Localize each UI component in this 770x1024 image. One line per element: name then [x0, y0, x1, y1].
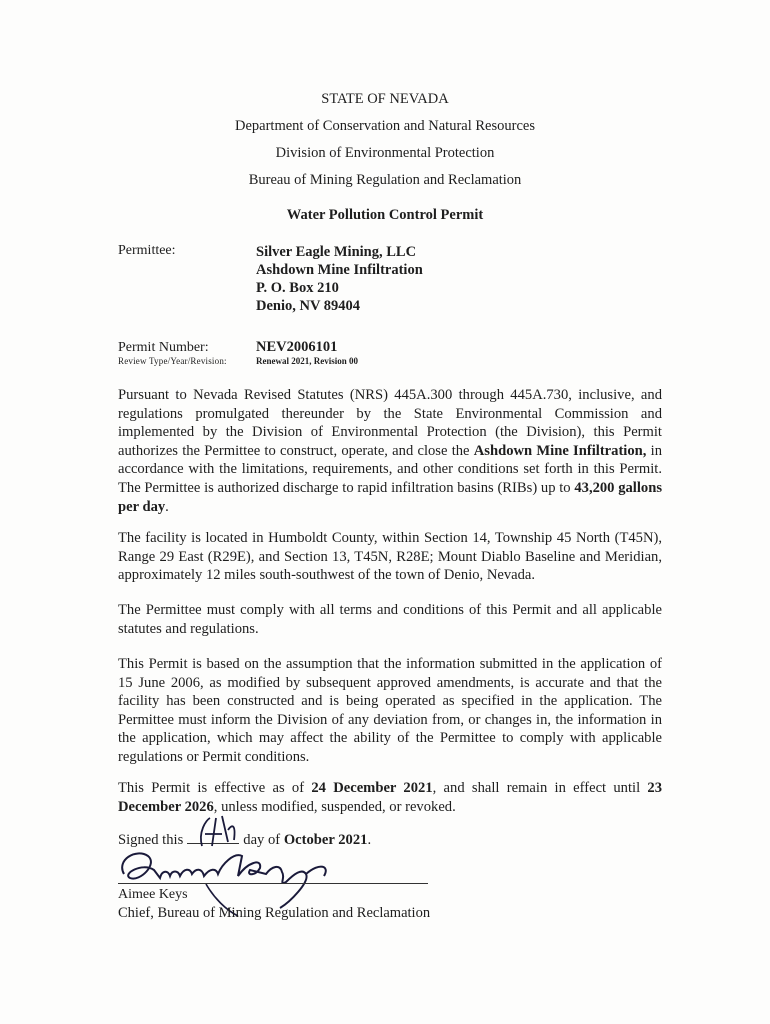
signed-month: October 2021 — [283, 832, 368, 848]
permittee-address-line2: Denio, NV 89404 — [256, 298, 361, 314]
effective-text-end: , unless modified, suspended, or revoked. — [213, 798, 456, 815]
authorization-text-2: in accordance with the limitations, requirements, and other conditions set forth in this Permit. The Permittee is authorized discharge to rapid infiltration basins (RIBs) up to — [118, 442, 663, 496]
signed-mid: day of — [243, 832, 284, 848]
signature-line — [118, 883, 428, 884]
signed-end: . — [367, 832, 372, 848]
division-heading: Division of Environmental Protection — [275, 145, 495, 161]
permittee-facility: Ashdown Mine Infiltration — [256, 262, 423, 278]
authorization-paragraph — [118, 386, 662, 516]
effective-date-bold: 24 December 2021 — [311, 780, 433, 796]
department-heading: Department of Conservation and Natural Resources — [235, 118, 535, 134]
permittee-label: Permittee: — [118, 243, 176, 258]
signer-title: Chief, Bureau of Mining Regulation and Reclamation — [118, 905, 431, 921]
permit-number-label: Permit Number: — [118, 340, 209, 355]
permittee-address-line1: P. O. Box 210 — [256, 280, 339, 296]
signed-prefix: Signed this — [118, 832, 184, 848]
permit-number: NEV2006101 — [256, 339, 338, 355]
permittee-name: Silver Eagle Mining, LLC — [256, 244, 417, 260]
expiration-date-bold: 23 December 2026 — [118, 780, 662, 815]
compliance-paragraph: The Permittee must comply with all terms and conditions of this Permit and all applicable statutes and regulations. — [118, 602, 662, 637]
signer-name: Aimee Keys — [118, 887, 188, 902]
authorization-text-end: . — [165, 498, 169, 515]
review-value: Renewal 2021, Revision 00 — [256, 356, 358, 366]
review-label: Review Type/Year/Revision: — [118, 356, 227, 366]
assumption-paragraph: This Permit is based on the assumption that the information submitted in the application of 15 June 2006, as modified by subsequent approved amendments, is accurate and that the facility has been constructed and is being operated as specified in the application. The Permittee must inform the Division of any deviation from, or changes in, the information in the application, which may affect the ability of the Permittee to comply with applicable regulations or Permit conditions. — [118, 656, 662, 765]
effective-text-2: , and shall remain in effect until — [432, 780, 648, 796]
effective-text: This Permit is effective as of — [118, 780, 312, 796]
location-paragraph: The facility is located in Humboldt County, within Section 14, Township 45 North (T45N), Range 29 East (R29E), and Section 13, T45N, R28E; Mount Diablo Baseline and Meridian, approximately 12 miles south-southwest of the town of Denio, Nevada. — [118, 530, 662, 584]
facility-name-bold: Ashdown Mine Infiltration, — [473, 442, 647, 459]
discharge-limit-bold: 43,200 gallons per day — [118, 479, 663, 515]
permit-title: Water Pollution Control Permit — [286, 207, 484, 223]
state-heading: STATE OF NEVADA — [321, 91, 449, 107]
authorization-text: Pursuant to Nevada Revised Statutes (NRS) 445A.300 through 445A.730, inclusive, and regulations promulgated thereunder by the State Environmental Commission and implemented by the Division of Environmental Protection (the Division), this Permit authorizes the Permittee to construct, operate, and close the — [118, 387, 662, 459]
effective-date-paragraph — [118, 779, 662, 816]
bureau-heading: Bureau of Mining Regulation and Reclamation — [248, 172, 522, 188]
